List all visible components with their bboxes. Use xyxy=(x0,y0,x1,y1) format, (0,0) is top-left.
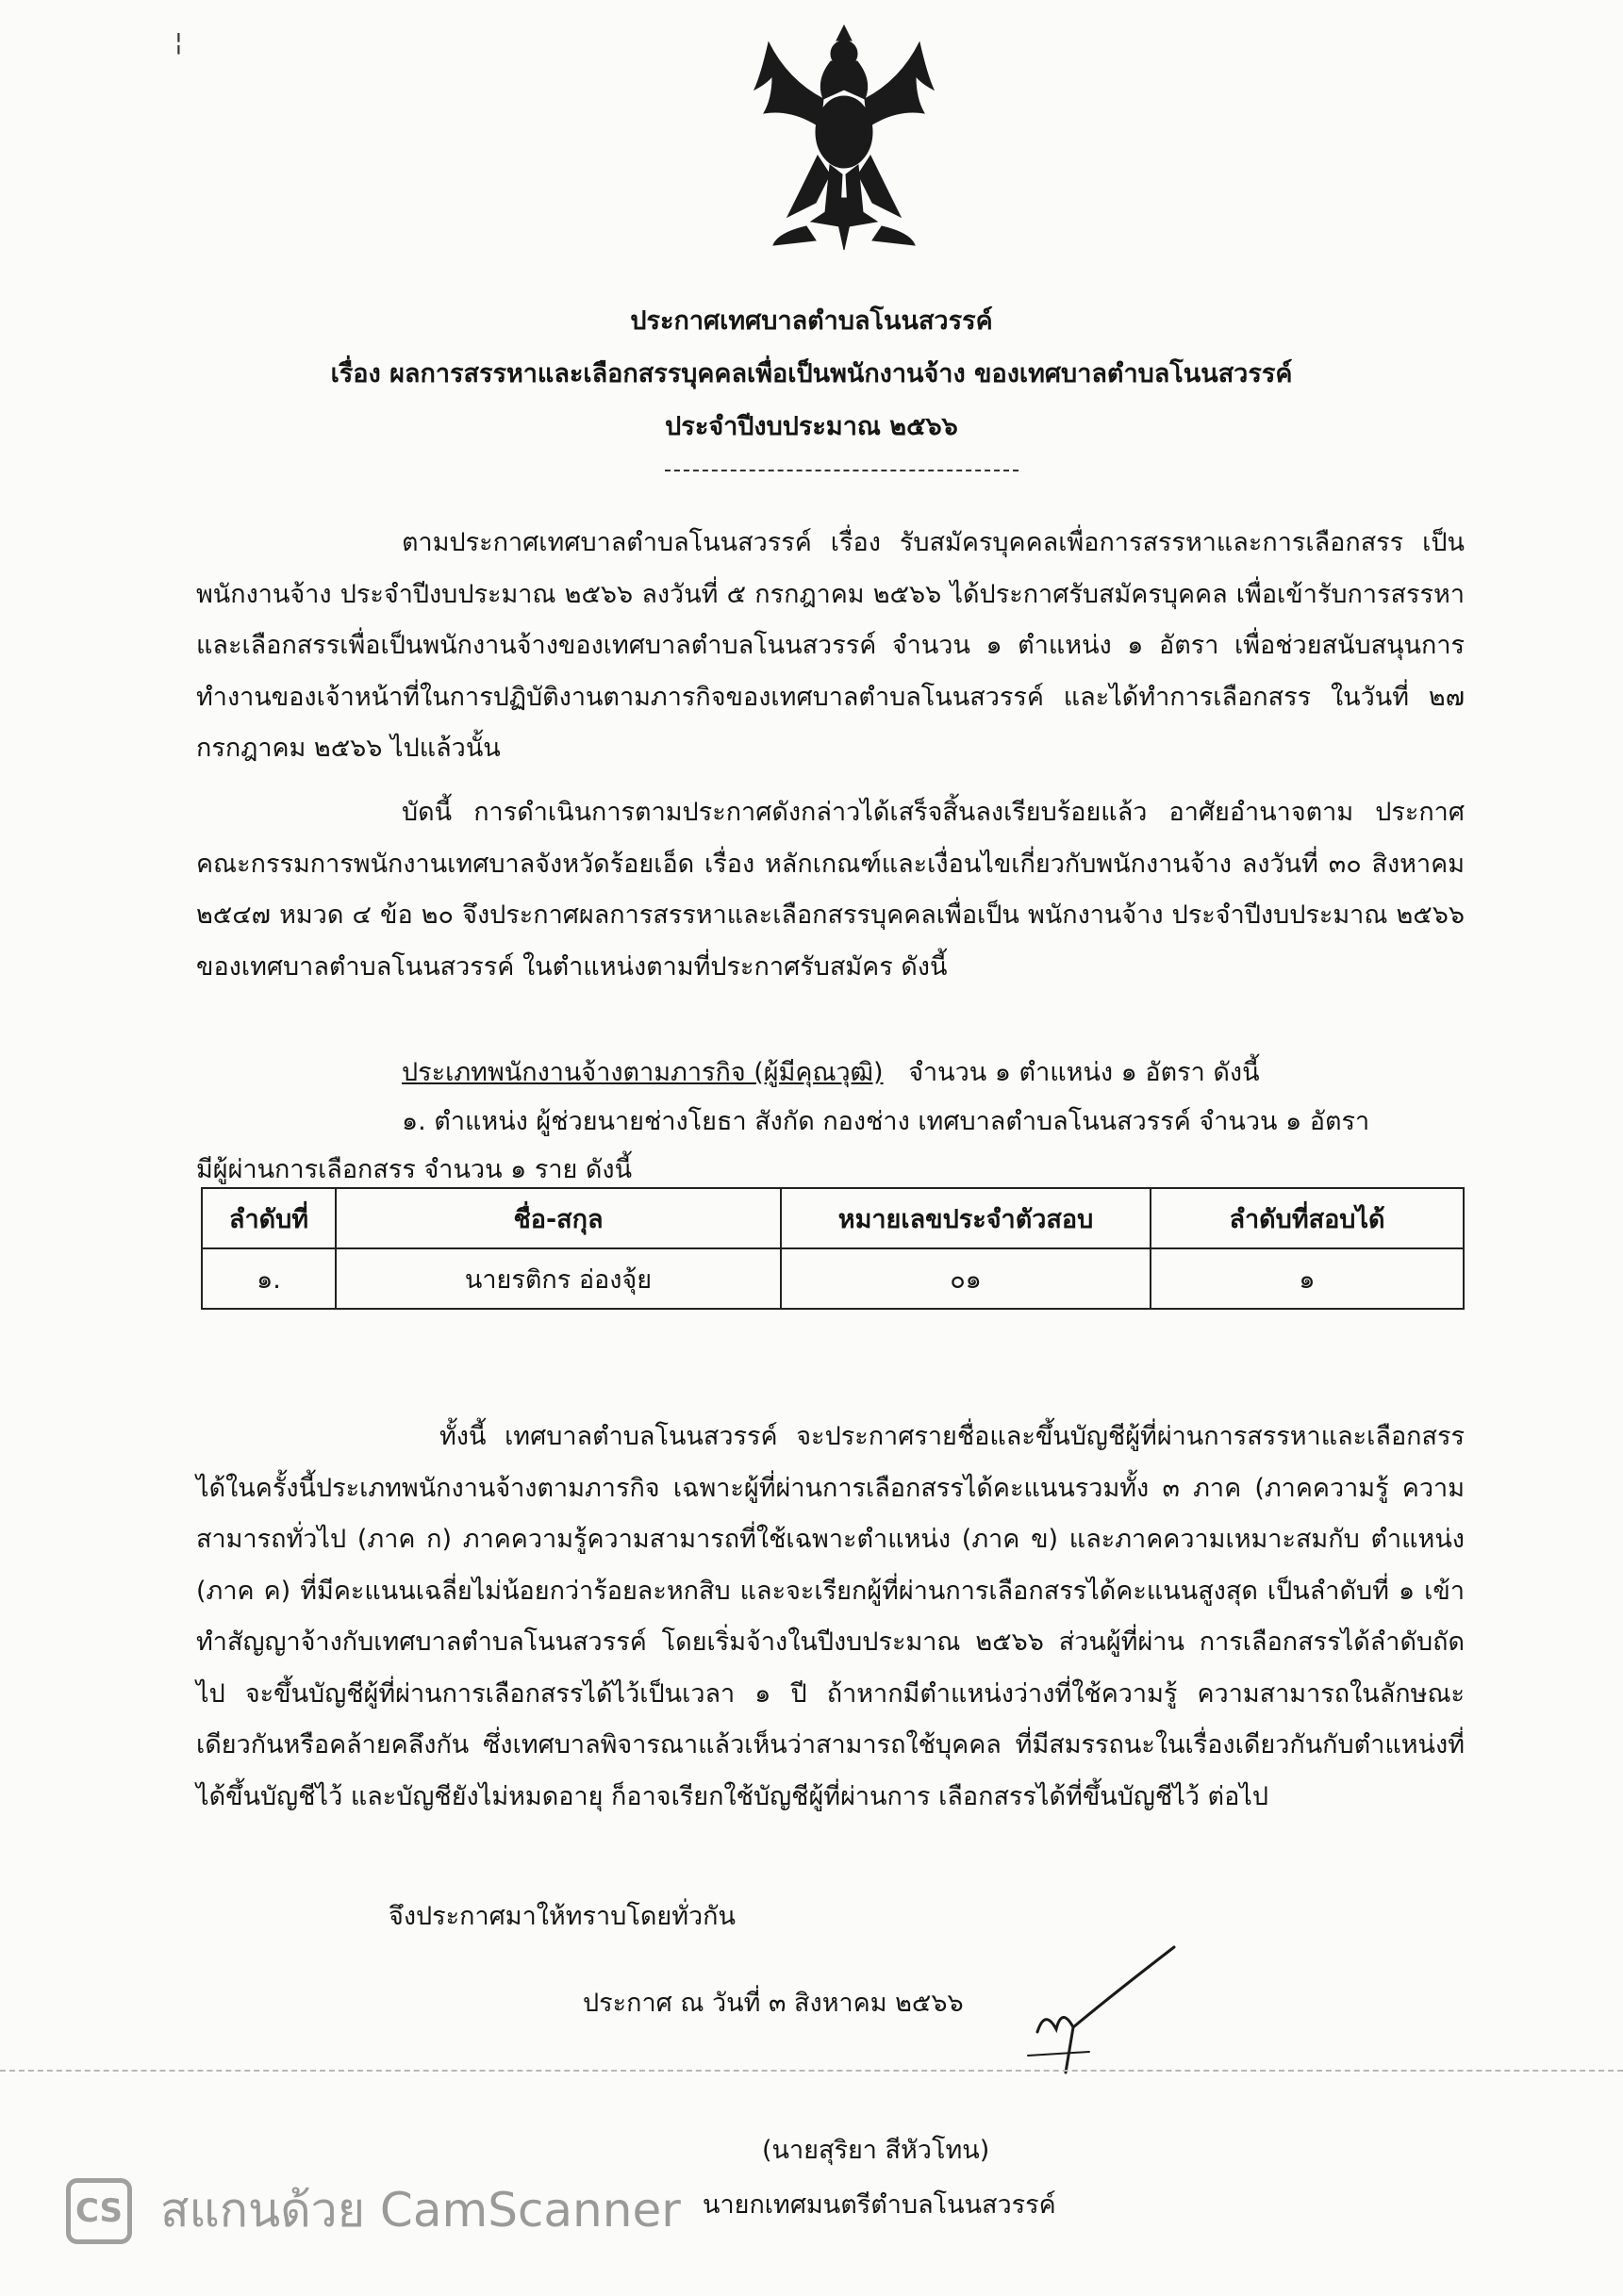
table-row xyxy=(202,1248,1464,1309)
fiscal-year-line: ประจำปีงบประมาณ ๒๕๖๖ xyxy=(665,412,958,441)
col-rank: ลำดับที่สอบได้ xyxy=(1151,1188,1464,1248)
camscanner-logo-icon: CS xyxy=(66,2178,132,2244)
cell-name: นายรติกร อ่องจุ้ย xyxy=(336,1248,781,1309)
col-order: ลำดับที่ xyxy=(202,1188,336,1248)
announce-line: จึงประกาศมาให้ทราบโดยทั่วกัน xyxy=(389,1902,736,1931)
title-separator xyxy=(665,470,1019,471)
scan-border-line xyxy=(0,2070,1623,2072)
page-title: ประกาศเทศบาลตำบลโนนสวรรค์ xyxy=(630,306,993,336)
paragraph-result: บัดนี้ การดำเนินการตามประกาศดังกล่าวได้เสร็จสิ้นลงเรียบร้อยแล้ว อาศัยอำนาจตาม ประกาศคณะกรรมการพนักงานเทศบาลจังหวัดร้อยเอ็ด เรื่อง หลักเกณฑ์และเงื่อนไขเกี่ยวกับพนักงานจ้าง ลงวันที่ ๓๐ สิงหาคม ๒๕๔๗ หมวด ๔ ข้อ ๒๐ จึงประกาศผลการสรรหาและเลือกสรรบุคคลเพื่อเป็น พนักงานจ้าง ประจำปีงบประมาณ ๒๕๖๖ ของเทศบาลตำบลโนนสวรรค์ ในตำแหน่งตามที่ประกาศรับสมัคร ดังนี้ xyxy=(196,798,1465,982)
camscanner-watermark xyxy=(66,2173,681,2248)
date-line: ประกาศ ณ วันที่ ๓ สิงหาคม ๒๕๖๖ xyxy=(583,1989,964,2018)
handwritten-signature xyxy=(1000,1942,1179,2084)
position-line: ๑. ตำแหน่ง ผู้ช่วยนายช่างโยธา สังกัด กองช่าง เทศบาลตำบลโนนสวรรค์ จำนวน ๑ อัตรา xyxy=(402,1107,1370,1136)
camscanner-text: สแกนด้วย CamScanner xyxy=(160,2183,681,2238)
category-count: จำนวน ๑ ตำแหน่ง ๑ อัตรา ดังนี้ xyxy=(908,1058,1260,1087)
garuda-emblem-icon xyxy=(750,24,938,259)
signer-title: นายกเทศมนตรีตำบลโนนสวรรค์ xyxy=(703,2190,1056,2220)
cell-rank: ๑ xyxy=(1151,1248,1464,1309)
col-name: ชื่อ-สกุล xyxy=(336,1188,781,1248)
cell-exam-id: ๐๑ xyxy=(781,1248,1151,1309)
margin-mark: ¦ xyxy=(174,28,183,57)
signer-name: (นายสุริยา สีหัวโทน) xyxy=(762,2136,990,2165)
table-header-row xyxy=(202,1188,1464,1248)
subject-line: เรื่อง ผลการสรรหาและเลือกสรรบุคคลเพื่อเป็นพนักงานจ้าง ของเทศบาลตำบลโนนสวรรค์ xyxy=(330,359,1293,388)
paragraph-intro: ตามประกาศเทศบาลตำบลโนนสวรรค์ เรื่อง รับสมัครบุคคลเพื่อการสรรหาและการเลือกสรร เป็นพนักงานจ้าง ประจำปีงบประมาณ ๒๕๖๖ ลงวันที่ ๕ กรกฎาคม ๒๕๖๖ ได้ประกาศรับสมัครบุคคล เพื่อเข้ารับการสรรหาและเลือกสรรเพื่อเป็นพนักงานจ้างของเทศบาลตำบลโนนสวรรค์ จำนวน ๑ ตำแหน่ง ๑ อัตรา เพื่อช่วยสนับสนุนการทำงานของเจ้าหน้าที่ในการปฏิบัติงานตามภารกิจของเทศบาลตำบลโนนสวรรค์ และได้ทำการเลือกสรร ในวันที่ ๒๗ กรกฎาคม ๒๕๖๖ ไปแล้วนั้น xyxy=(196,528,1465,763)
category-label: ประเภทพนักงานจ้างตามภารกิจ (ผู้มีคุณวุฒิ) xyxy=(402,1058,884,1087)
category-line xyxy=(402,1051,1260,1092)
col-exam-id: หมายเลขประจำตัวสอบ xyxy=(781,1188,1151,1248)
paragraph-conditions: ทั้งนี้ เทศบาลตำบลโนนสวรรค์ จะประกาศรายชื่อและขึ้นบัญชีผู้ที่ผ่านการสรรหาและเลือกสรร ได้ในครั้งนี้ประเภทพนักงานจ้างตามภารกิจ เฉพาะผู้ที่ผ่านการเลือกสรรได้คะแนนรวมทั้ง ๓ ภาค (ภาคความรู้ ความสามารถทั่วไป (ภาค ก) ภาคความรู้ความสามารถที่ใช้เฉพาะตำแหน่ง (ภาค ข) และภาคความเหมาะสมกับ ตำแหน่ง (ภาค ค) ที่มีคะแนนเฉลี่ยไม่น้อยกว่าร้อยละหกสิบ และจะเรียกผู้ที่ผ่านการเลือกสรรได้คะแนนสูงสุด เป็นลำดับที่ ๑ เข้าทำสัญญาจ้างกับเทศบาลตำบลโนนสวรรค์ โดยเริ่มจ้างในปีงบประมาณ ๒๕๖๖ ส่วนผู้ที่ผ่าน การเลือกสรรได้ลำดับถัดไป จะขึ้นบัญชีผู้ที่ผ่านการเลือกสรรได้ไว้เป็นเวลา ๑ ปี ถ้าหากมีตำแหน่งว่างที่ใช้ความรู้ ความสามารถในลักษณะเดียวกันหรือคล้ายคลึงกัน ซึ่งเทศบาลพิจารณาแล้วเห็นว่าสามารถใช้บุคคล ที่มีสมรรถนะในเรื่องเดียวกันกับตำแหน่งที่ได้ขึ้นบัญชีไว้ และบัญชียังไม่หมดอายุ ก็อาจเรียกใช้บัญชีผู้ที่ผ่านการ เลือกสรรได้ที่ขึ้นบัญชีไว้ ต่อไป xyxy=(196,1422,1465,1811)
cell-order: ๑. xyxy=(202,1248,336,1309)
results-table xyxy=(201,1187,1465,1310)
passed-line: มีผู้ผ่านการเลือกสรร จำนวน ๑ ราย ดังนี้ xyxy=(196,1155,633,1184)
